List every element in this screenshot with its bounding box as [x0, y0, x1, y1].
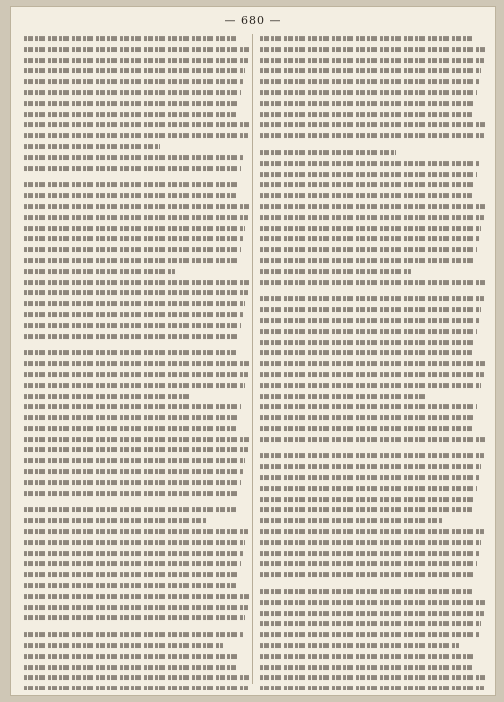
text-line-placeholder	[24, 583, 236, 588]
text-line-placeholder	[260, 622, 481, 627]
text-line-placeholder	[24, 236, 243, 241]
text-line-placeholder	[24, 372, 248, 377]
text-line-placeholder	[260, 529, 484, 534]
text-line-placeholder	[260, 589, 472, 594]
column-divider	[252, 34, 253, 684]
text-line-placeholder	[24, 551, 243, 556]
text-line-placeholder	[260, 404, 477, 409]
text-line-placeholder	[260, 215, 484, 220]
text-column-left	[24, 34, 250, 690]
text-line-placeholder	[24, 632, 243, 637]
text-line-placeholder	[24, 47, 250, 52]
text-line-placeholder	[260, 454, 484, 459]
text-line-placeholder	[24, 290, 248, 295]
text-line-placeholder	[260, 394, 427, 399]
text-line-placeholder	[260, 686, 484, 690]
text-line-placeholder	[24, 480, 241, 485]
page-sheet	[10, 6, 496, 696]
text-line-placeholder	[24, 562, 241, 567]
text-line-placeholder	[24, 312, 243, 317]
text-line-placeholder	[260, 258, 475, 263]
text-line-placeholder	[24, 226, 245, 231]
text-line-placeholder	[260, 551, 479, 556]
page-number: — 680 —	[224, 14, 282, 27]
text-line-placeholder	[260, 150, 396, 155]
text-line-placeholder	[260, 426, 472, 431]
text-line-placeholder	[260, 36, 472, 41]
text-line-placeholder	[260, 437, 486, 442]
text-line-placeholder	[24, 415, 239, 420]
text-line-placeholder	[24, 676, 250, 681]
text-line-placeholder	[260, 632, 479, 637]
text-line-placeholder	[260, 280, 486, 285]
text-line-placeholder	[24, 58, 248, 63]
text-line-placeholder	[24, 155, 243, 160]
text-line-placeholder	[260, 600, 486, 605]
text-line-placeholder	[24, 605, 248, 610]
text-line-placeholder	[260, 665, 472, 670]
text-line-placeholder	[24, 654, 239, 659]
text-line-placeholder	[24, 90, 241, 95]
text-line-placeholder	[260, 112, 472, 117]
text-line-placeholder	[24, 529, 248, 534]
text-line-placeholder	[24, 204, 250, 209]
text-line-placeholder	[24, 540, 245, 545]
text-line-placeholder	[260, 236, 479, 241]
text-line-placeholder	[24, 79, 243, 84]
text-line-placeholder	[24, 616, 245, 621]
text-line-placeholder	[260, 79, 479, 84]
text-line-placeholder	[24, 394, 191, 399]
text-line-placeholder	[260, 350, 472, 355]
text-line-placeholder	[24, 458, 245, 463]
text-line-placeholder	[260, 122, 486, 127]
text-line-placeholder	[24, 491, 239, 496]
text-line-placeholder	[24, 426, 236, 431]
text-line-placeholder	[24, 301, 245, 306]
text-line-placeholder	[260, 383, 481, 388]
text-line-placeholder	[260, 540, 481, 545]
text-line-placeholder	[260, 415, 475, 420]
text-line-placeholder	[24, 404, 241, 409]
text-line-placeholder	[260, 101, 475, 106]
text-line-placeholder	[24, 133, 248, 138]
text-line-placeholder	[260, 204, 486, 209]
text-line-placeholder	[24, 518, 207, 523]
text-line-placeholder	[260, 247, 477, 252]
text-line-placeholder	[24, 247, 241, 252]
text-line-placeholder	[260, 361, 486, 366]
text-line-placeholder	[260, 464, 481, 469]
text-line-placeholder	[24, 269, 175, 274]
text-line-placeholder	[260, 269, 411, 274]
text-line-placeholder	[260, 572, 475, 577]
text-line-placeholder	[24, 182, 239, 187]
text-line-placeholder	[260, 161, 479, 166]
text-line-placeholder	[24, 643, 223, 648]
text-line-placeholder	[260, 562, 477, 567]
text-line-placeholder	[24, 323, 241, 328]
text-line-placeholder	[24, 594, 250, 599]
text-line-placeholder	[260, 654, 475, 659]
text-line-placeholder	[260, 372, 484, 377]
text-line-placeholder	[24, 193, 236, 198]
text-line-placeholder	[24, 36, 236, 41]
text-line-placeholder	[24, 334, 239, 339]
text-line-placeholder	[24, 144, 160, 149]
text-line-placeholder	[24, 112, 236, 117]
text-line-placeholder	[260, 47, 486, 52]
text-line-placeholder	[260, 68, 481, 73]
text-line-placeholder	[260, 486, 477, 491]
text-line-placeholder	[24, 572, 239, 577]
text-line-placeholder	[24, 686, 248, 690]
text-line-placeholder	[24, 280, 250, 285]
text-line-placeholder	[24, 508, 236, 513]
text-line-placeholder	[260, 518, 443, 523]
text-line-placeholder	[24, 383, 245, 388]
text-line-placeholder	[24, 258, 239, 263]
text-line-placeholder	[260, 226, 481, 231]
text-line-placeholder	[24, 665, 236, 670]
text-line-placeholder	[260, 182, 475, 187]
text-line-placeholder	[24, 448, 248, 453]
text-line-placeholder	[260, 296, 484, 301]
text-line-placeholder	[260, 497, 475, 502]
text-line-placeholder	[260, 172, 477, 177]
text-line-placeholder	[24, 101, 239, 106]
text-line-placeholder	[260, 611, 484, 616]
text-line-placeholder	[260, 193, 472, 198]
text-line-placeholder	[260, 318, 479, 323]
text-line-placeholder	[260, 307, 481, 312]
text-line-placeholder	[24, 68, 245, 73]
text-line-placeholder	[260, 643, 459, 648]
text-line-placeholder	[260, 58, 484, 63]
text-line-placeholder	[24, 350, 236, 355]
text-line-placeholder	[260, 676, 486, 681]
text-column-right	[260, 34, 486, 690]
text-line-placeholder	[260, 508, 472, 513]
text-line-placeholder	[260, 329, 477, 334]
text-line-placeholder	[24, 166, 241, 171]
text-line-placeholder	[260, 340, 475, 345]
text-line-placeholder	[24, 361, 250, 366]
text-line-placeholder	[260, 90, 477, 95]
text-line-placeholder	[260, 475, 479, 480]
text-line-placeholder	[24, 122, 250, 127]
text-line-placeholder	[24, 469, 243, 474]
text-line-placeholder	[260, 133, 484, 138]
text-line-placeholder	[24, 437, 250, 442]
text-line-placeholder	[24, 215, 248, 220]
